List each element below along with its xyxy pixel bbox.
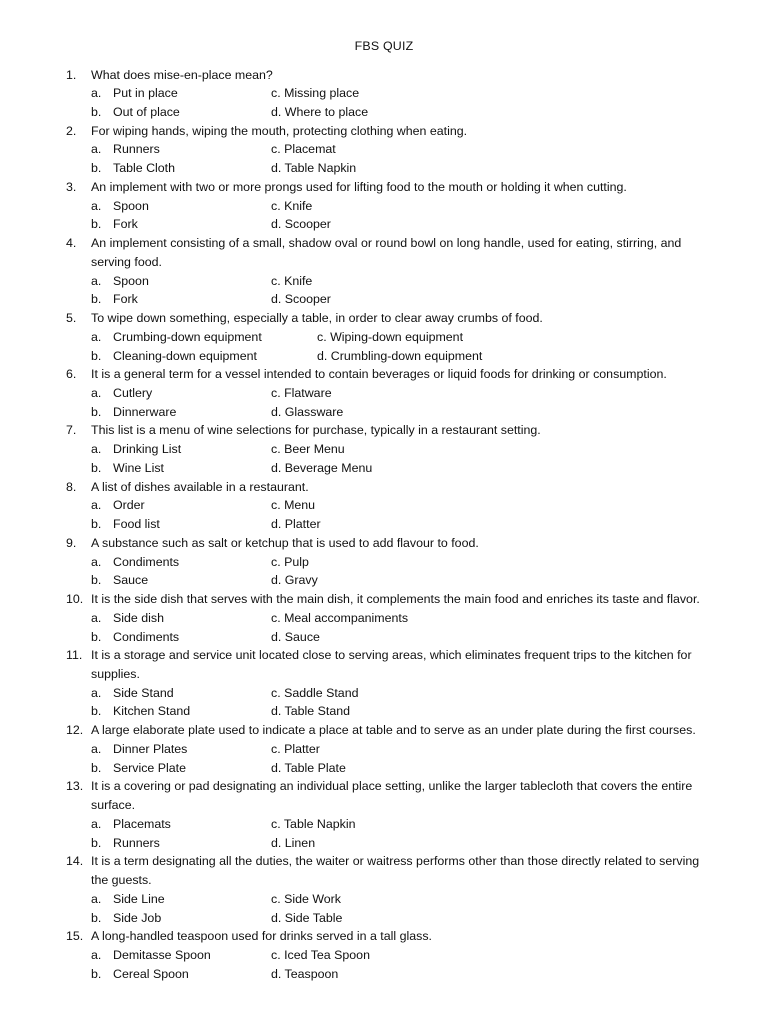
question-text: It is a general term for a vessel intended to contain beverages or liquid foods for drinking or consumption. <box>91 367 667 382</box>
choice-letter: b. <box>91 629 102 644</box>
choice-c: c. Missing place <box>271 86 360 101</box>
choice-c: c. Meal accompaniments <box>271 610 409 625</box>
choice-row <box>0 759 768 778</box>
choice-row <box>0 946 768 965</box>
choice-letter: a. <box>91 948 102 963</box>
choice-letter: b. <box>91 910 102 925</box>
choice-a: Order <box>113 498 145 513</box>
choice-b: Cereal Spoon <box>113 966 189 981</box>
question-number: 9. <box>66 535 77 550</box>
choice-letter: b. <box>91 573 102 588</box>
question-row <box>0 66 768 85</box>
question-number: 14. <box>66 854 84 869</box>
choice-row <box>0 571 768 590</box>
question-row <box>0 534 768 553</box>
choice-d: d. Teaspoon <box>271 966 339 981</box>
question-number: 11. <box>66 648 83 663</box>
choice-row <box>0 159 768 178</box>
choice-d: d. Gravy <box>271 573 318 588</box>
choice-b: Table Cloth <box>113 161 175 176</box>
choice-letter: a. <box>91 891 102 906</box>
choice-c: c. Placemat <box>271 142 336 157</box>
question-row <box>0 590 768 609</box>
choice-row <box>0 609 768 628</box>
choice-a: Runners <box>113 142 160 157</box>
choice-row <box>0 740 768 759</box>
question-row <box>0 721 768 740</box>
choice-c: c. Knife <box>271 273 313 288</box>
question-continuation-row <box>0 871 768 890</box>
choice-d: d. Table Napkin <box>271 161 357 176</box>
question-text: the guests. <box>91 873 152 888</box>
choice-letter: a. <box>91 685 102 700</box>
question-number: 2. <box>66 123 77 138</box>
choice-letter: a. <box>91 385 102 400</box>
choice-row <box>0 815 768 834</box>
choice-letter: b. <box>91 348 102 363</box>
question-text: It is the side dish that serves with the main dish, it complements the main food and enriches its taste and flavor. <box>91 592 700 607</box>
choice-b: Food list <box>113 517 160 532</box>
choice-a: Put in place <box>113 86 178 101</box>
question-text: This list is a menu of wine selections for purchase, typically in a restaurant setting. <box>91 423 541 438</box>
question-row <box>0 122 768 141</box>
question-text: supplies. <box>91 667 140 681</box>
choice-row <box>0 384 768 403</box>
choice-letter: a. <box>91 86 102 101</box>
choice-c: c. Pulp <box>271 554 309 569</box>
choice-row <box>0 440 768 459</box>
choice-letter: a. <box>91 273 102 288</box>
choice-row <box>0 103 768 122</box>
choice-a: Drinking List <box>113 442 182 457</box>
choice-a: Demitasse Spoon <box>113 948 211 963</box>
question-text: An implement consisting of a small, shadow oval or round bowl on long handle, used for eating, stirring, and <box>91 236 682 251</box>
choice-letter: b. <box>91 292 102 307</box>
choice-row <box>0 909 768 928</box>
choice-row <box>0 290 768 309</box>
choice-row <box>0 834 768 853</box>
choice-row <box>0 965 768 984</box>
choice-c: c. Wiping-down equipment <box>317 329 464 344</box>
question-text: A list of dishes available in a restaurant. <box>91 479 309 494</box>
question-number: 15. <box>66 929 84 944</box>
choice-letter: b. <box>91 517 102 532</box>
choice-letter: b. <box>91 217 102 232</box>
question-number: 3. <box>66 179 77 194</box>
choice-c: c. Knife <box>271 198 313 213</box>
question-row <box>0 927 768 946</box>
question-number: 7. <box>66 423 77 438</box>
question-number: 10. <box>66 592 84 607</box>
question-text: It is a term designating all the duties, the waiter or waitress performs other than those directly related to serving <box>91 854 700 869</box>
choice-row <box>0 84 768 103</box>
choice-letter: a. <box>91 741 102 756</box>
choice-d: d. Table Plate <box>271 760 346 775</box>
choice-d: d. Linen <box>271 835 316 850</box>
choice-d: d. Where to place <box>271 104 369 119</box>
choice-letter: a. <box>91 198 102 213</box>
choice-letter: a. <box>91 610 102 625</box>
choice-b: Wine List <box>113 460 164 475</box>
question-text: An implement with two or more prongs used for lifting food to the mouth or holding it when cutting. <box>91 179 627 194</box>
question-number: 4. <box>66 236 77 251</box>
question-row <box>0 777 768 796</box>
choice-b: Condiments <box>113 629 180 644</box>
choice-row <box>0 215 768 234</box>
choice-b: Out of place <box>113 104 180 119</box>
choice-letter: a. <box>91 498 102 513</box>
choice-row <box>0 890 768 909</box>
choice-row <box>0 628 768 647</box>
choice-b: Kitchen Stand <box>113 704 191 719</box>
choice-d: d. Crumbling-down equipment <box>317 348 483 363</box>
question-text: serving food. <box>91 254 162 269</box>
page-title: FBS QUIZ <box>354 39 414 53</box>
choice-letter: b. <box>91 404 102 419</box>
choice-row <box>0 496 768 515</box>
choice-d: d. Sauce <box>271 629 320 644</box>
question-number: 8. <box>66 479 77 494</box>
choice-c: c. Table Napkin <box>271 816 356 831</box>
choice-b: Cleaning-down equipment <box>113 348 257 363</box>
choice-row <box>0 272 768 291</box>
choice-c: c. Saddle Stand <box>271 685 359 700</box>
choice-d: d. Glassware <box>271 404 344 419</box>
choice-d: d. Table Stand <box>271 704 350 719</box>
choice-c: c. Beer Menu <box>271 442 345 457</box>
choice-row <box>0 553 768 572</box>
choice-letter: b. <box>91 966 102 981</box>
question-row <box>0 646 768 665</box>
question-text: For wiping hands, wiping the mouth, protecting clothing when eating. <box>91 123 468 138</box>
question-row <box>0 478 768 497</box>
choice-d: d. Scooper <box>271 217 331 232</box>
choice-c: c. Flatware <box>271 385 332 400</box>
choice-a: Dinner Plates <box>113 741 188 756</box>
choice-b: Sauce <box>113 573 149 588</box>
choice-a: Cutlery <box>113 385 153 400</box>
question-text: surface. <box>91 798 136 813</box>
choice-letter: b. <box>91 460 102 475</box>
choice-d: d. Side Table <box>271 910 343 925</box>
choice-row <box>0 347 768 366</box>
question-continuation-row <box>0 253 768 272</box>
question-row <box>0 852 768 871</box>
question-continuation-row <box>0 796 768 815</box>
choice-a: Placemats <box>113 816 171 831</box>
choice-a: Spoon <box>113 198 149 213</box>
question-row <box>0 365 768 384</box>
choice-b: Fork <box>113 292 138 307</box>
choice-letter: a. <box>91 816 102 831</box>
question-text: A substance such as salt or ketchup that is used to add flavour to food. <box>91 535 479 550</box>
choice-letter: b. <box>91 704 102 719</box>
choice-letter: a. <box>91 554 102 569</box>
choice-a: Condiments <box>113 554 180 569</box>
choice-b: Fork <box>113 217 138 232</box>
choice-c: c. Platter <box>271 741 320 756</box>
question-text: To wipe down something, especially a table, in order to clear away crumbs of food. <box>91 311 543 326</box>
choice-a: Side Stand <box>113 685 174 700</box>
question-number: 12. <box>66 723 84 738</box>
question-number: 6. <box>66 367 77 382</box>
choice-letter: a. <box>91 329 102 344</box>
choice-b: Dinnerware <box>113 404 177 419</box>
choice-letter: a. <box>91 142 102 157</box>
question-row <box>0 234 768 253</box>
choice-c: c. Side Work <box>271 891 342 906</box>
question-row <box>0 309 768 328</box>
choice-letter: b. <box>91 835 102 850</box>
question-number: 5. <box>66 311 77 326</box>
choice-letter: b. <box>91 161 102 176</box>
question-text: It is a covering or pad designating an individual place setting, unlike the larger tablecloth that covers the entire <box>91 779 693 794</box>
choice-row <box>0 459 768 478</box>
question-number: 1. <box>66 67 77 82</box>
choice-a: Side dish <box>113 610 164 625</box>
question-list <box>0 66 768 984</box>
choice-c: c. Menu <box>271 498 316 513</box>
choice-d: d. Beverage Menu <box>271 460 373 475</box>
choice-a: Side Line <box>113 891 165 906</box>
question-text: It is a storage and service unit located close to serving areas, which eliminates frequent trips to the kitchen for <box>91 648 692 663</box>
question-row <box>0 421 768 440</box>
question-text: A large elaborate plate used to indicate a place at table and to serve as an under plate during the first courses. <box>91 723 696 738</box>
question-continuation-row <box>0 665 768 684</box>
choice-letter: a. <box>91 442 102 457</box>
choice-row <box>0 140 768 159</box>
choice-c: c. Iced Tea Spoon <box>271 948 370 963</box>
choice-b: Side Job <box>113 910 162 925</box>
choice-a: Spoon <box>113 273 149 288</box>
choice-row <box>0 403 768 422</box>
choice-d: d. Scooper <box>271 292 331 307</box>
choice-a: Crumbing-down equipment <box>113 329 262 344</box>
question-number: 13. <box>66 779 84 794</box>
choice-b: Runners <box>113 835 160 850</box>
choice-row <box>0 197 768 216</box>
question-row <box>0 178 768 197</box>
choice-row <box>0 702 768 721</box>
choice-row <box>0 684 768 703</box>
question-text: What does mise-en-place mean? <box>91 67 273 82</box>
choice-d: d. Platter <box>271 517 321 532</box>
choice-letter: b. <box>91 104 102 119</box>
choice-row <box>0 515 768 534</box>
choice-b: Service Plate <box>113 760 187 775</box>
question-text: A long-handled teaspoon used for drinks served in a tall glass. <box>91 929 432 944</box>
choice-letter: b. <box>91 760 102 775</box>
choice-row <box>0 328 768 347</box>
